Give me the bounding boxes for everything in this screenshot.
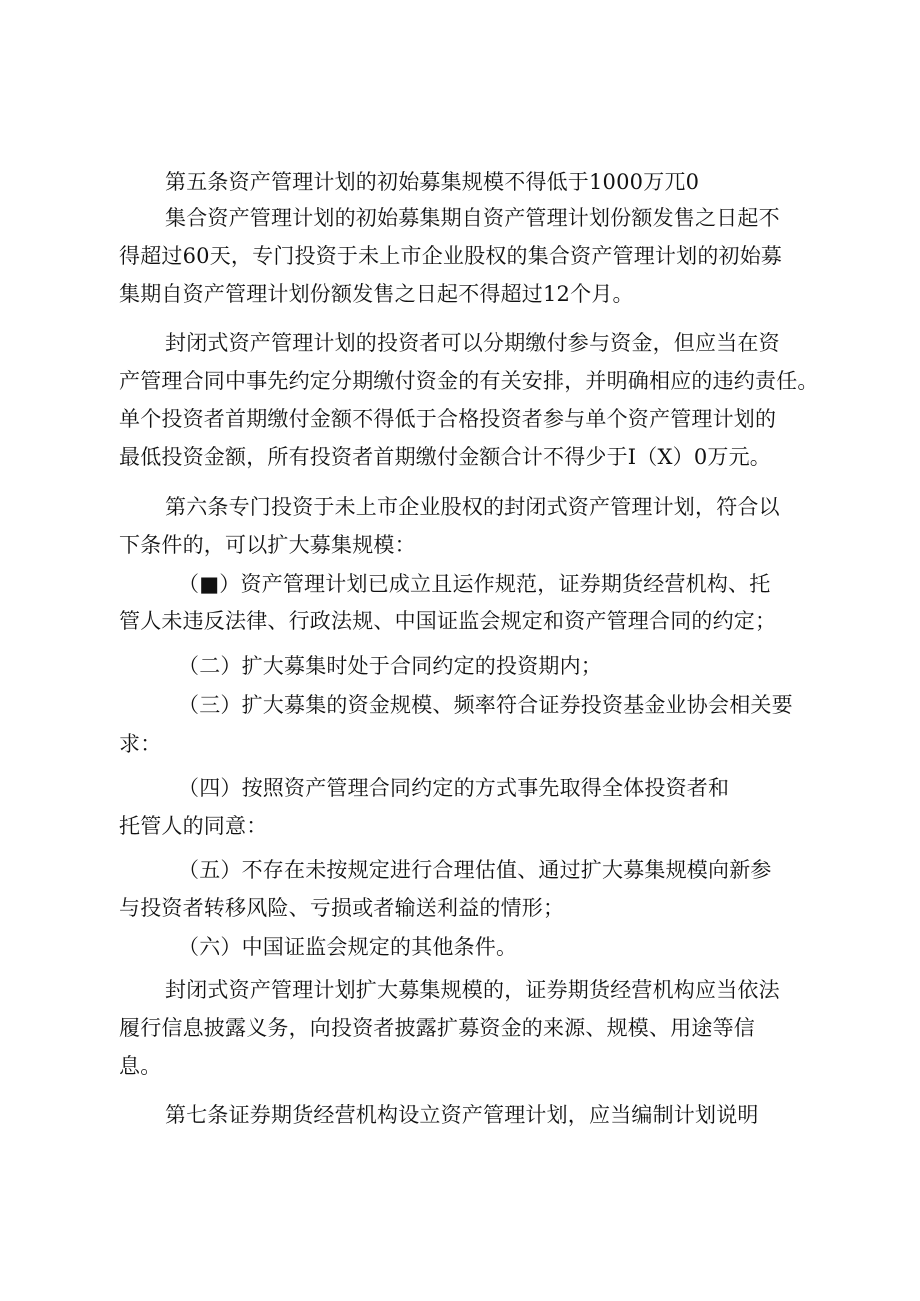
list-item-5-line: （五）不存在未按规定进行合理估值、通过扩大募集规模向新参 <box>178 858 772 882</box>
list-item-1-line: （■）资产管理计划已成立且运作规范，证券期货经营机构、托 <box>178 572 771 596</box>
text-line: 得超过60天，专门投资于未上市企业股权的集合资产管理计划的初始募 <box>119 244 783 268</box>
article7-heading-line: 第七条证券期货经营机构设立资产管理计划，应当编制计划说明 <box>165 1103 759 1127</box>
text-line: 封闭式资产管理计划扩大募集规模的，证券期货经营机构应当依法 <box>165 978 780 1002</box>
text-line: 托管人的同意： <box>119 814 268 838</box>
text-line: 单个投资者首期缴付金额不得低于合格投资者参与单个资产管理计划的 <box>119 407 777 431</box>
text-line: 集期自资产管理计划份额发售之日起不得超过12个月。 <box>119 282 634 306</box>
text-line: 下条件的，可以扩大募集规模： <box>119 533 416 557</box>
text-line: 管人未违反法律、行政法规、中国证监会规定和资产管理合同的约定； <box>119 609 777 633</box>
list-item-3-line: （三）扩大募集的资金规模、频率符合证券投资基金业协会相关要 <box>178 693 793 717</box>
list-item-2-line: （二）扩大募集时处于合同约定的投资期内； <box>178 654 602 678</box>
text-line: 最低投资金额，所有投资者首期缴付金额合计不得少于I（X）0万元。 <box>119 445 772 469</box>
text-line: 与投资者转移风险、亏损或者输送利益的情形； <box>119 896 565 920</box>
article5-heading-line: 第五条资产管理计划的初始募集规模不得低于1000万兀0 <box>165 170 700 194</box>
text-line: 产管理合同中事先约定分期缴付资金的有关安排，并明确相应的违约责任。 <box>119 369 819 393</box>
text-line: 封闭式资产管理计划的投资者可以分期缴付参与资金，但应当在资 <box>165 331 780 355</box>
text-line: 集合资产管理计划的初始募集期自资产管理计划份额发售之日起不 <box>165 206 780 230</box>
text-line: 息。 <box>119 1054 162 1078</box>
text-line: 求： <box>119 732 162 756</box>
text-line: 履行信息披露义务，向投资者披露扩募资金的来源、规模、用途等信 <box>119 1016 755 1040</box>
list-item-4-line: （四）按照资产管理合同约定的方式事先取得全体投资者和 <box>178 776 730 800</box>
article6-heading-line: 第六条专门投资于未上市企业股权的封闭式资产管理计划，符合以 <box>165 495 780 519</box>
list-item-6-line: （六）中国证监会规定的其他条件。 <box>178 935 518 959</box>
